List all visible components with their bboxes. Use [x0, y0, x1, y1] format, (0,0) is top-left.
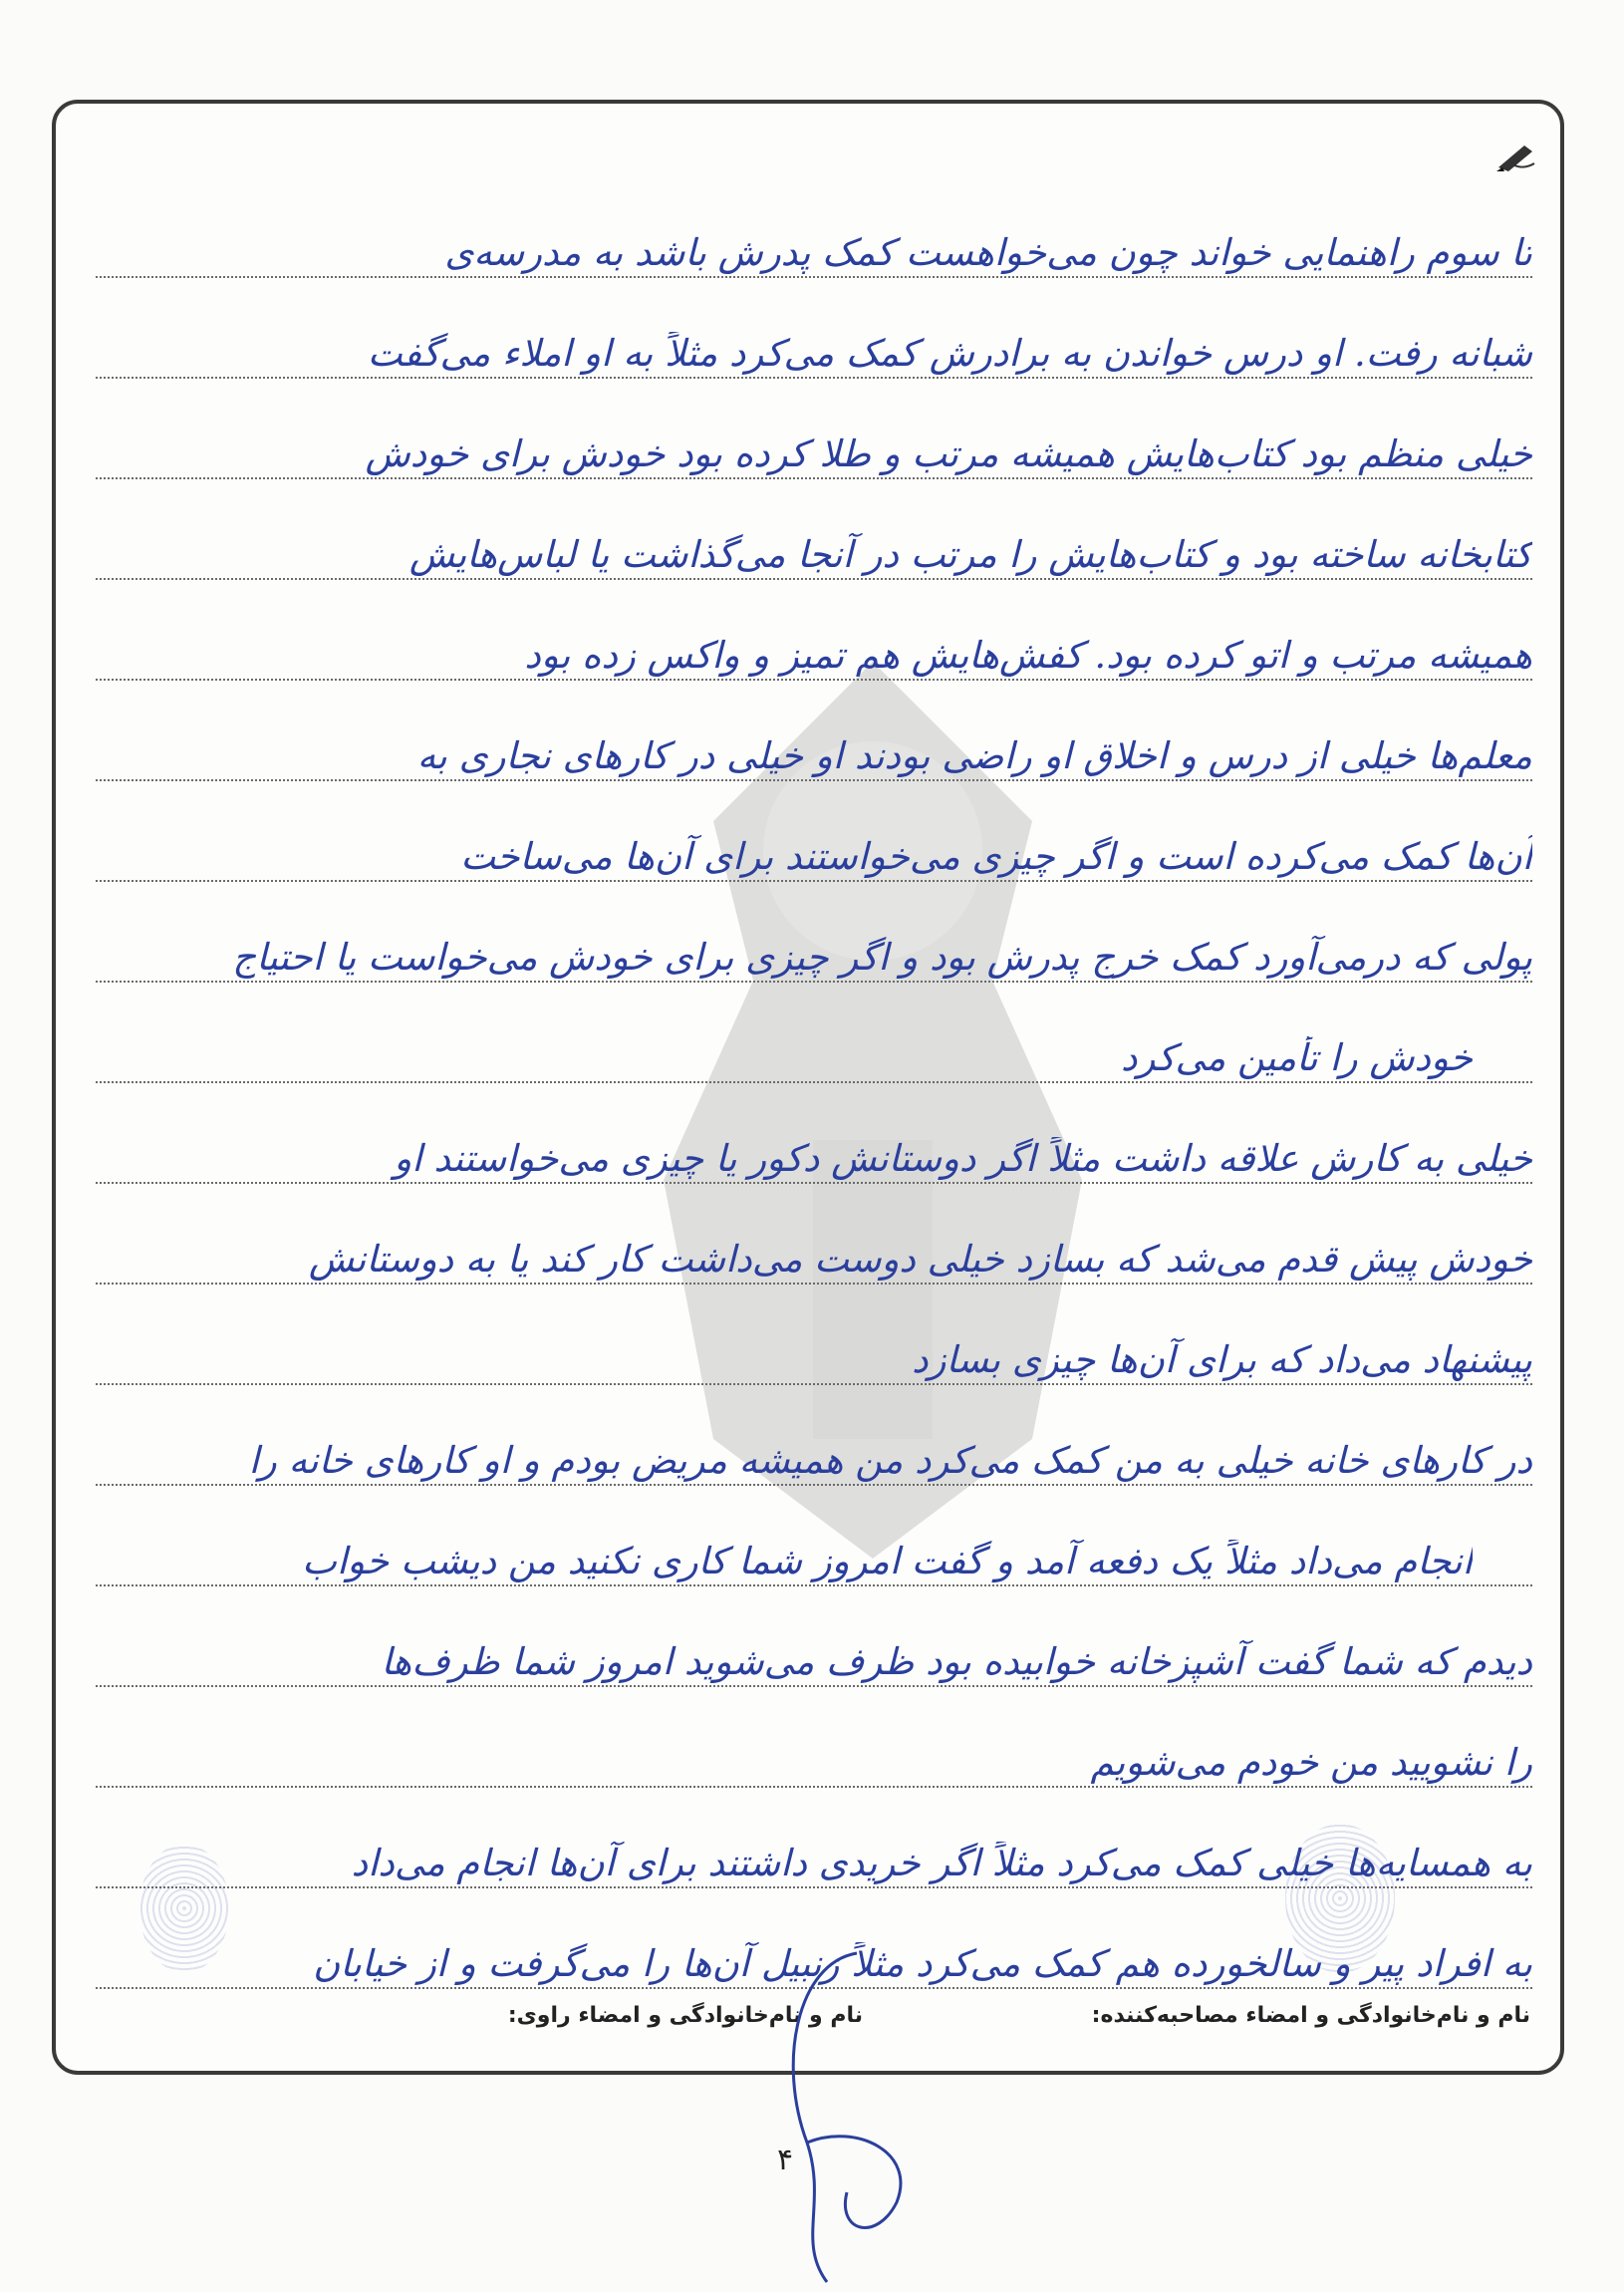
narrator-signature-label: نام و نام‌خانوادگی و امضاء راوی:	[507, 2003, 863, 2028]
text-line	[96, 1502, 1532, 1602]
page-frame	[52, 100, 1564, 2075]
dotted-rule	[96, 1383, 1532, 1385]
text-line	[96, 1300, 1532, 1401]
text-line	[96, 1703, 1532, 1804]
handwritten-line-text: خیلی به کارش علاقه داشت مثلاً اگر دوستانش دکور یا چیزی می‌خواستند او	[394, 1137, 1532, 1180]
page-number: ۴	[777, 2143, 794, 2177]
text-line	[96, 898, 1532, 999]
dotted-rule	[96, 276, 1532, 278]
text-line	[96, 1200, 1532, 1300]
handwritten-line-text: شبانه رفت. او درس خواندن به برادرش کمک می‌کرد مثلاً به او املاء می‌گفت	[367, 332, 1532, 375]
handwritten-line-text: پیشنهاد می‌داد که برای آن‌ها چیزی بسازد	[912, 1338, 1532, 1381]
handwritten-line-text: خودش را تأمین می‌کرد	[1121, 1036, 1473, 1079]
text-line	[96, 1602, 1532, 1703]
dotted-rule	[96, 1685, 1532, 1687]
dotted-rule	[96, 1283, 1532, 1285]
handwritten-line-text: خیلی منظم بود کتاب‌هایش همیشه مرتب و طلا کرده بود خودش برای خودش	[365, 432, 1532, 475]
dotted-rule	[96, 1584, 1532, 1586]
text-line	[96, 797, 1532, 898]
signature-mark	[737, 1943, 956, 2292]
handwritten-line-text: کتابخانه ساخته بود و کتاب‌هایش را مرتب در آنجا می‌گذاشت یا لباس‌هایش	[408, 533, 1532, 576]
handwritten-line-text: به افراد پیر و سالخورده هم کمک می‌کرد مثلاً زنبیل آن‌ها را می‌گرفت و از خیابان	[313, 1942, 1532, 1985]
text-line	[96, 999, 1532, 1099]
handwritten-line-text: پولی که درمی‌آورد کمک خرج پدرش بود و اگر چیزی برای خودش می‌خواست یا احتیاج	[232, 936, 1532, 979]
interviewer-signature-label: نام و نام‌خانوادگی و امضاء مصاحبه‌کننده:	[1091, 2003, 1530, 2028]
handwritten-text-lines	[96, 193, 1532, 2005]
fingerprint-right	[1285, 1824, 1395, 1973]
dotted-rule	[96, 779, 1532, 781]
handwritten-line-text: در کارهای خانه خیلی به من کمک می‌کرد من همیشه مریض بودم و او کارهای خانه را	[248, 1439, 1532, 1482]
dotted-rule	[96, 1786, 1532, 1788]
dotted-rule	[96, 477, 1532, 479]
dotted-rule	[96, 880, 1532, 882]
text-line	[96, 294, 1532, 395]
dotted-rule	[96, 1484, 1532, 1486]
dotted-rule	[96, 377, 1532, 379]
text-line	[96, 395, 1532, 495]
text-line	[96, 596, 1532, 697]
handwritten-line-text: انجام می‌داد مثلاً یک دفعه آمد و گفت امروز شما کاری نکنید من دیشب خواب	[302, 1540, 1473, 1582]
dotted-rule	[96, 981, 1532, 983]
handwritten-line-text: به همسایه‌ها خیلی کمک می‌کرد مثلاً اگر خریدی داشتند برای آن‌ها انجام می‌داد	[351, 1842, 1532, 1884]
text-line	[96, 1401, 1532, 1502]
pen-icon	[1494, 140, 1538, 173]
handwritten-line-text: همیشه مرتب و اتو کرده بود. کفش‌هایش هم تمیز و واکس زده بود	[524, 634, 1532, 677]
handwritten-line-text: خودش پیش قدم می‌شد که بسازد خیلی دوست می‌داشت کار کند یا به دوستانش	[308, 1238, 1532, 1281]
text-line	[96, 193, 1532, 294]
dotted-rule	[96, 1081, 1532, 1083]
text-line	[96, 1099, 1532, 1200]
dotted-rule	[96, 679, 1532, 681]
text-line	[96, 697, 1532, 797]
dotted-rule	[96, 578, 1532, 580]
handwritten-line-text: دیدم که شما گفت آشپزخانه خوابیده بود ظرف می‌شوید امروز شما ظرف‌ها	[381, 1640, 1532, 1683]
handwritten-line-text: تا سوم راهنمایی خواند چون می‌خواهست کمک پدرش باشد به مدرسه‌ی	[444, 231, 1532, 274]
dotted-rule	[96, 1182, 1532, 1184]
text-line	[96, 495, 1532, 596]
handwritten-line-text: معلم‌ها خیلی از درس و اخلاق او راضی بودند او خیلی در کارهای نجاری به	[416, 734, 1532, 777]
fingerprint-left	[139, 1844, 229, 1973]
handwritten-line-text: را نشویید من خودم می‌شویم	[1090, 1741, 1532, 1784]
handwritten-line-text: آن‌ها کمک می‌کرده است و اگر چیزی می‌خواستند برای آن‌ها می‌ساخت	[460, 835, 1532, 878]
